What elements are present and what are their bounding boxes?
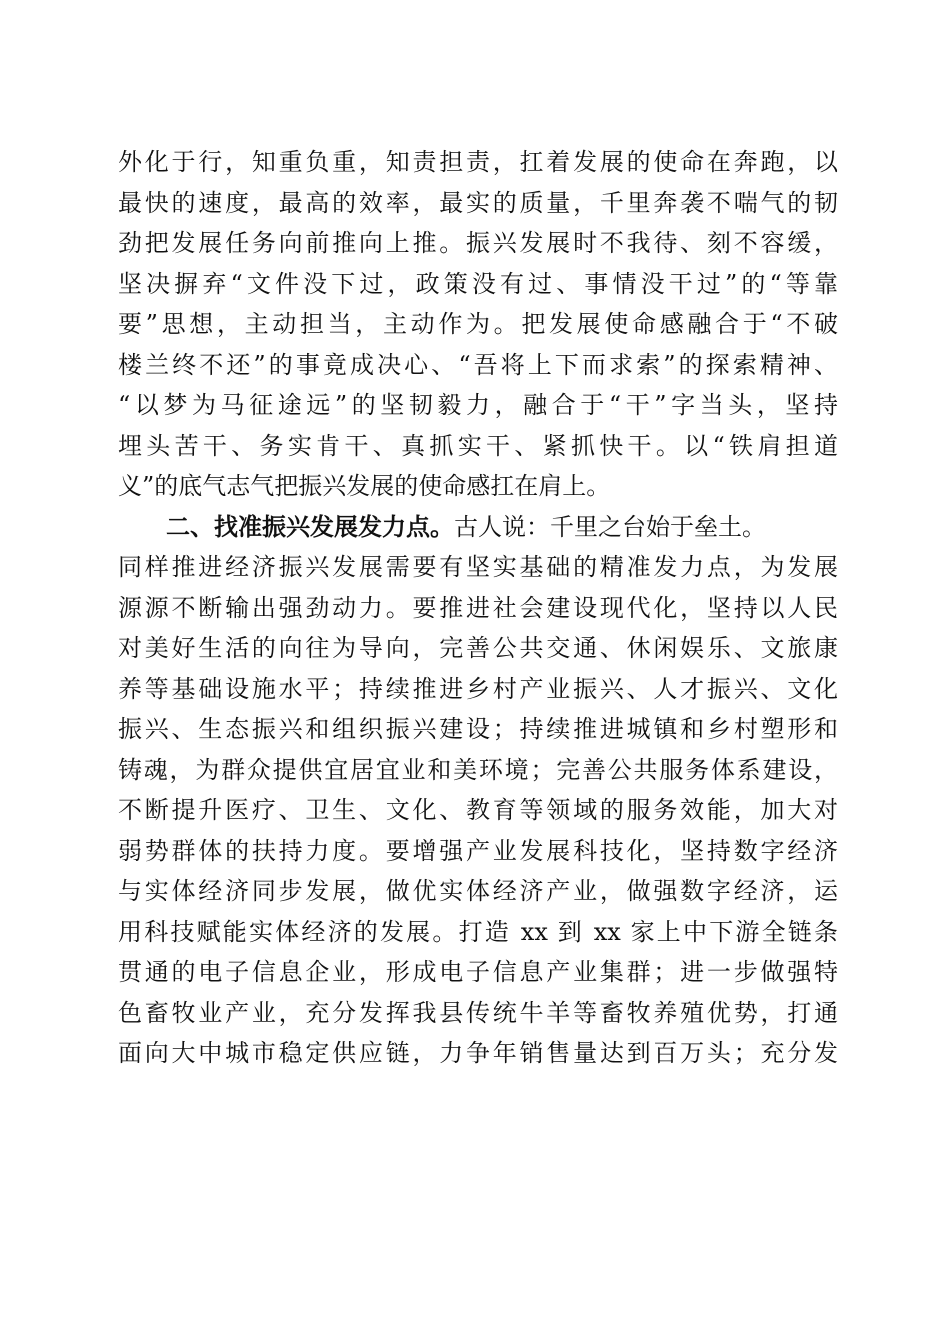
text-line: 坚决摒弃“文件没下过，政策没有过、事情没干过”的“等靠 bbox=[118, 269, 838, 298]
text-line: 源源不断输出强劲动力。要推进社会建设现代化，坚持以人民 bbox=[118, 593, 838, 622]
text-line: 不断提升医疗、卫生、文化、教育等领域的服务效能，加大对 bbox=[118, 796, 838, 824]
section-two-first-line bbox=[118, 507, 838, 548]
text-line: 外化于行，知重负重，知责担责，扛着发展的使命在奔跑，以 bbox=[118, 148, 838, 176]
text-line: 与实体经济同步发展，做优实体经济产业，做强数字经济，运 bbox=[118, 877, 838, 905]
text-line: 要”思想，主动担当，主动作为。把发展使命感融合于“不破 bbox=[118, 310, 838, 338]
section-two-lead-text: 古人说：千里之台始于垒土。 bbox=[454, 512, 766, 541]
section-two-heading: 二、找准振兴发展发力点。 bbox=[166, 511, 454, 541]
text-line: 楼兰终不还”的事竟成决心、“吾将上下而求索”的探索精神、 bbox=[118, 350, 838, 379]
text-line: 振兴、生态振兴和组织振兴建设；持续推进城镇和乡村塑形和 bbox=[118, 715, 838, 743]
text-line: 养等基础设施水平；持续推进乡村产业振兴、人才振兴、文化 bbox=[118, 674, 838, 703]
text-line: 铸魂，为群众提供宜居宜业和美环境；完善公共服务体系建设， bbox=[118, 755, 838, 784]
text-line: 最快的速度，最高的效率，最实的质量，千里奔袭不喘气的韧 bbox=[118, 188, 838, 217]
text-line: 劲把发展任务向前推向上推。振兴发展时不我待、刻不容缓， bbox=[118, 229, 838, 257]
text-line: 对美好生活的向往为导向，完善公共交通、休闲娱乐、文旅康 bbox=[118, 634, 838, 662]
text-line: 用科技赋能实体经济的发展。打造 xx 到 xx 家上中下游全链条 bbox=[118, 917, 838, 946]
text-line: 色畜牧业产业，充分发挥我县传统牛羊等畜牧养殖优势，打通 bbox=[118, 998, 838, 1027]
text-line: 面向大中城市稳定供应链，力争年销售量达到百万头；充分发 bbox=[118, 1039, 838, 1067]
text-line: 弱势群体的扶持力度。要增强产业发展科技化，坚持数字经济 bbox=[118, 836, 838, 865]
body-text bbox=[118, 142, 838, 1074]
text-line: “以梦为马征途远”的坚韧毅力，融合于“干”字当头，坚持 bbox=[118, 391, 838, 419]
text-line: 同样推进经济振兴发展需要有坚实基础的精准发力点，为发展 bbox=[118, 553, 838, 581]
text-line: 贯通的电子信息企业，形成电子信息产业集群；进一步做强特 bbox=[118, 958, 838, 986]
text-line: 义”的底气志气把振兴发展的使命感扛在肩上。 bbox=[118, 472, 611, 500]
text-line: 埋头苦干、务实肯干、真抓实干、紧抓快干。以“铁肩担道 bbox=[118, 431, 838, 460]
